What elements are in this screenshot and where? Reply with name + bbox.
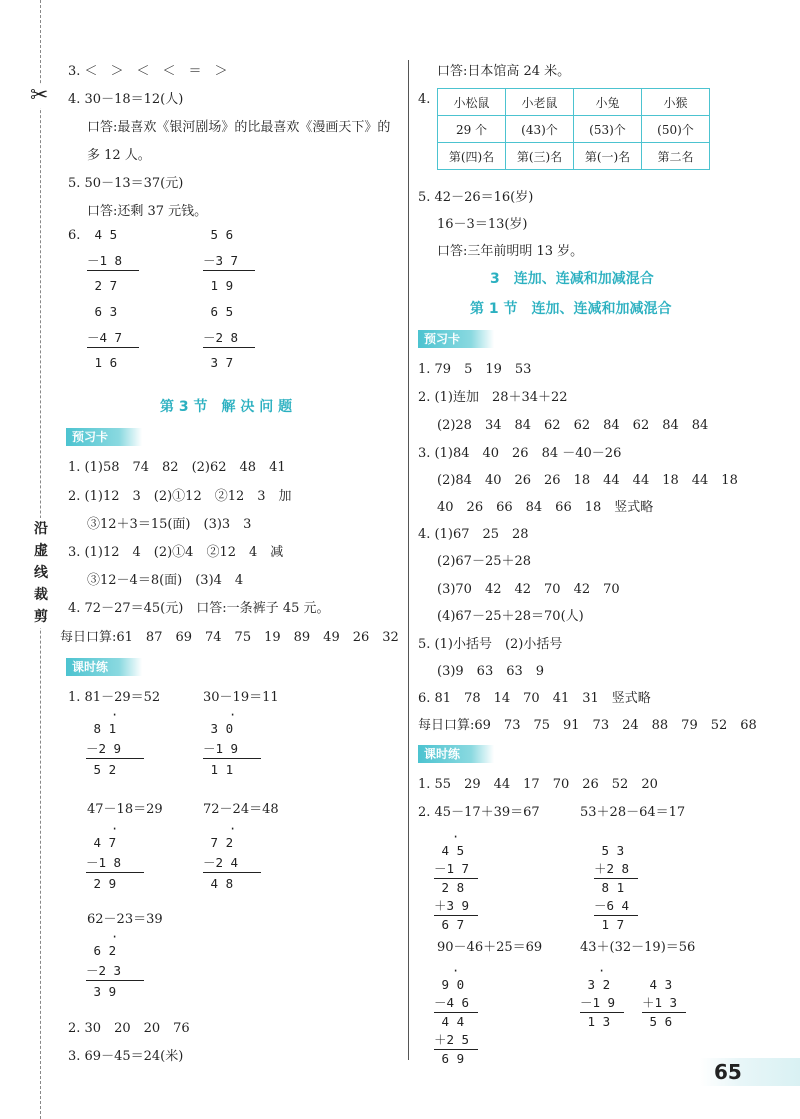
calc-row: ＋2 5 (434, 1032, 470, 1047)
calc-row: －1 9 (580, 995, 616, 1010)
calc-row: 7 2 (203, 835, 234, 850)
table-cell: 第(四)名 (438, 143, 506, 170)
daily-mental-math: 每日口算:61 87 69 74 75 19 89 49 26 32 (60, 630, 399, 645)
ranking-table (437, 88, 710, 170)
practice-1b: 30－19＝11 (203, 690, 279, 705)
table-cell: (50)个 (642, 116, 710, 143)
r-answer-3-cont2: 40 26 66 84 66 18 竖式略 (437, 500, 654, 515)
calc-row: －2 9 (86, 741, 122, 756)
calc-row: 2 9 (86, 876, 117, 891)
calc-row: 2 8 (434, 880, 465, 895)
r-practice-1: 1. 55 29 44 17 70 26 52 20 (418, 777, 658, 792)
carry-dot: · (111, 708, 119, 722)
calc-row: －2 4 (203, 855, 239, 870)
calc-row: －1 8 (87, 253, 123, 268)
answer-4: 4. 30－18＝12(人) (68, 92, 184, 107)
calc-row: 6 7 (434, 917, 465, 932)
page-number: 65 (700, 1058, 800, 1086)
table-cell: 第(一)名 (574, 143, 642, 170)
calc-row: 1 9 (203, 278, 234, 293)
practice-3: 3. 69－45＝24(米) (68, 1049, 184, 1064)
answer-reply-top: 口答:日本馆高 24 米。 (437, 64, 571, 79)
vertical-calc-g (594, 842, 638, 934)
answer-5: 5. 50－13＝37(元) (68, 176, 184, 191)
calc-row: 5 6 (203, 227, 234, 242)
r-answer-5: 5. (1)小括号 (2)小括号 (418, 637, 563, 652)
calc-row: 3 0 (203, 721, 234, 736)
calc-row: 1 1 (203, 762, 234, 777)
section-title-right: 第 1 节 连加、连减和加减混合 (470, 301, 672, 317)
calc-row: 4 3 (642, 977, 673, 992)
r-answer-4-b: (2)67－25＋28 (437, 554, 532, 569)
r-answer-3-cont: (2)84 40 26 26 18 44 44 18 44 18 (437, 473, 738, 488)
vertical-calc-d (203, 834, 261, 893)
calc-row: 5 2 (86, 762, 117, 777)
table-header: 小松鼠 (438, 89, 506, 116)
table-cell: 第(三)名 (506, 143, 574, 170)
calc-row: 3 9 (86, 984, 117, 999)
preview-answer-3-cont: ③12－4＝8(面) (3)4 4 (87, 573, 244, 588)
preview-answer-2: 2. (1)12 3 (2)①12 ②12 3 加 (68, 489, 292, 504)
answer-6-label: 6. (68, 228, 81, 243)
r-practice-2c: 90－46＋25＝69 (437, 940, 543, 955)
carry-dot: · (111, 930, 119, 944)
calc-row: 4 5 (87, 227, 118, 242)
calc-row: 1 7 (594, 917, 625, 932)
table-header: 小猴 (642, 89, 710, 116)
preview-answer-4: 4. 72－27＝45(元) 口答:一条裤子 45 元。 (68, 601, 330, 616)
calc-row: 3 7 (203, 355, 234, 370)
section-title: 第 3 节 解 决 问 题 (160, 399, 293, 415)
calc-row: 6 3 (87, 304, 118, 319)
r-answer-5-b: (3)9 63 63 9 (437, 664, 545, 679)
scissors-icon: ✂ (30, 83, 49, 108)
answer-5-reply: 口答:三年前明明 13 岁。 (437, 244, 584, 259)
calc-row: －6 4 (594, 898, 630, 913)
calc-row: －3 7 (203, 253, 239, 268)
preview-answer-1: 1. (1)58 74 82 (2)62 48 41 (68, 460, 286, 475)
vertical-calc-b (203, 720, 261, 779)
calc-row: ＋1 3 (642, 995, 678, 1010)
table-cell: (53)个 (574, 116, 642, 143)
r-answer-4-c: (3)70 42 42 70 42 70 (437, 582, 620, 597)
calc-row: 9 0 (434, 977, 465, 992)
carry-dot: · (598, 964, 606, 978)
answer-3: 3. ＜ ＞ ＜ ＜ ＝ ＞ (68, 64, 228, 79)
r-answer-4-d: (4)67－25＋28＝70(人) (437, 609, 584, 624)
r-answer-2-cont: (2)28 34 84 62 62 84 62 84 84 (437, 418, 709, 433)
calc-row: －2 3 (86, 963, 122, 978)
calc-row: －4 7 (87, 330, 123, 345)
vertical-calc-6a (87, 226, 139, 372)
calc-row: 2 7 (87, 278, 118, 293)
practice-1a: 1. 81－29＝52 (68, 690, 161, 705)
r-practice-2b: 53＋28－64＝17 (580, 805, 686, 820)
vertical-calc-6b (203, 226, 255, 372)
calc-row: －2 8 (203, 330, 239, 345)
calc-row: －4 6 (434, 995, 470, 1010)
r-practice-2d: 43＋(32－19)＝56 (580, 940, 696, 955)
practice-1e: 62－23＝39 (87, 912, 163, 927)
calc-row: 4 5 (434, 843, 465, 858)
preview-answer-2-cont: ③12＋3＝15(面) (3)3 3 (87, 517, 252, 532)
vertical-calc-i (580, 976, 624, 1031)
r-answer-1: 1. 79 5 19 53 (418, 362, 532, 377)
column-divider (408, 60, 409, 1060)
table-header: 小兔 (574, 89, 642, 116)
calc-row: 4 7 (86, 835, 117, 850)
lesson-practice-badge: 课时练 (66, 658, 142, 676)
vertical-calc-e (86, 942, 144, 1001)
vertical-calc-f (434, 842, 478, 934)
vertical-calc-a (86, 720, 144, 779)
calc-row: 8 1 (86, 721, 117, 736)
vertical-calc-j (642, 976, 686, 1031)
table-header: 小老鼠 (506, 89, 574, 116)
lesson-practice-badge-right: 课时练 (418, 745, 494, 763)
practice-2: 2. 30 20 20 76 (68, 1021, 190, 1036)
carry-dot: · (229, 708, 237, 722)
calc-row: 1 6 (87, 355, 118, 370)
preview-card-badge-right: 预习卡 (418, 330, 494, 348)
r-daily-mental-math: 每日口算:69 73 75 91 73 24 88 79 52 68 (418, 718, 757, 733)
calc-row: 4 8 (203, 876, 234, 891)
calc-row: 6 5 (203, 304, 234, 319)
calc-row: 6 2 (86, 943, 117, 958)
practice-1c: 47－18＝29 (87, 802, 163, 817)
answer-5-reply: 口答:还剩 37 元钱。 (87, 204, 208, 219)
unit-title: 3 连加、连减和加减混合 (490, 271, 654, 287)
calc-row: 5 3 (594, 843, 625, 858)
answer-5: 5. 42－26＝16(岁) (418, 190, 534, 205)
carry-dot: · (452, 964, 460, 978)
r-answer-4: 4. (1)67 25 28 (418, 527, 529, 542)
r-answer-3: 3. (1)84 40 26 84 －40－26 (418, 446, 622, 461)
answer-4-reply-cont: 多 12 人。 (87, 148, 151, 163)
carry-dot: · (229, 822, 237, 836)
calc-row: ＋2 8 (594, 861, 630, 876)
r-answer-6: 6. 81 78 14 70 41 31 竖式略 (418, 691, 651, 706)
preview-answer-3: 3. (1)12 4 (2)①4 ②12 4 减 (68, 545, 284, 560)
calc-row: 3 2 (580, 977, 611, 992)
calc-row: 1 3 (580, 1014, 611, 1029)
table-cell: 第二名 (642, 143, 710, 170)
calc-row: ＋3 9 (434, 898, 470, 913)
r-practice-2a: 2. 45－17＋39＝67 (418, 805, 540, 820)
practice-1d: 72－24＝48 (203, 802, 279, 817)
calc-row: 6 9 (434, 1051, 465, 1066)
calc-row: －1 9 (203, 741, 239, 756)
calc-row: 4 4 (434, 1014, 465, 1029)
calc-row: 5 6 (642, 1014, 673, 1029)
calc-row: －1 8 (86, 855, 122, 870)
carry-dot: · (111, 822, 119, 836)
table-cell: 29 个 (438, 116, 506, 143)
carry-dot: · (452, 830, 460, 844)
calc-row: 8 1 (594, 880, 625, 895)
cut-instruction: 沿虚线裁剪 (30, 518, 52, 628)
vertical-calc-h (434, 976, 478, 1068)
table-cell: (43)个 (506, 116, 574, 143)
answer-4-reply: 口答:最喜欢《银河剧场》的比最喜欢《漫画天下》的 (87, 120, 391, 135)
answer-4-label: 4. (418, 92, 431, 107)
vertical-calc-c (86, 834, 144, 893)
calc-row: －1 7 (434, 861, 470, 876)
answer-5-step: 16－3＝13(岁) (437, 217, 528, 232)
r-answer-2: 2. (1)连加 28＋34＋22 (418, 390, 568, 405)
preview-card-badge: 预习卡 (66, 428, 142, 446)
